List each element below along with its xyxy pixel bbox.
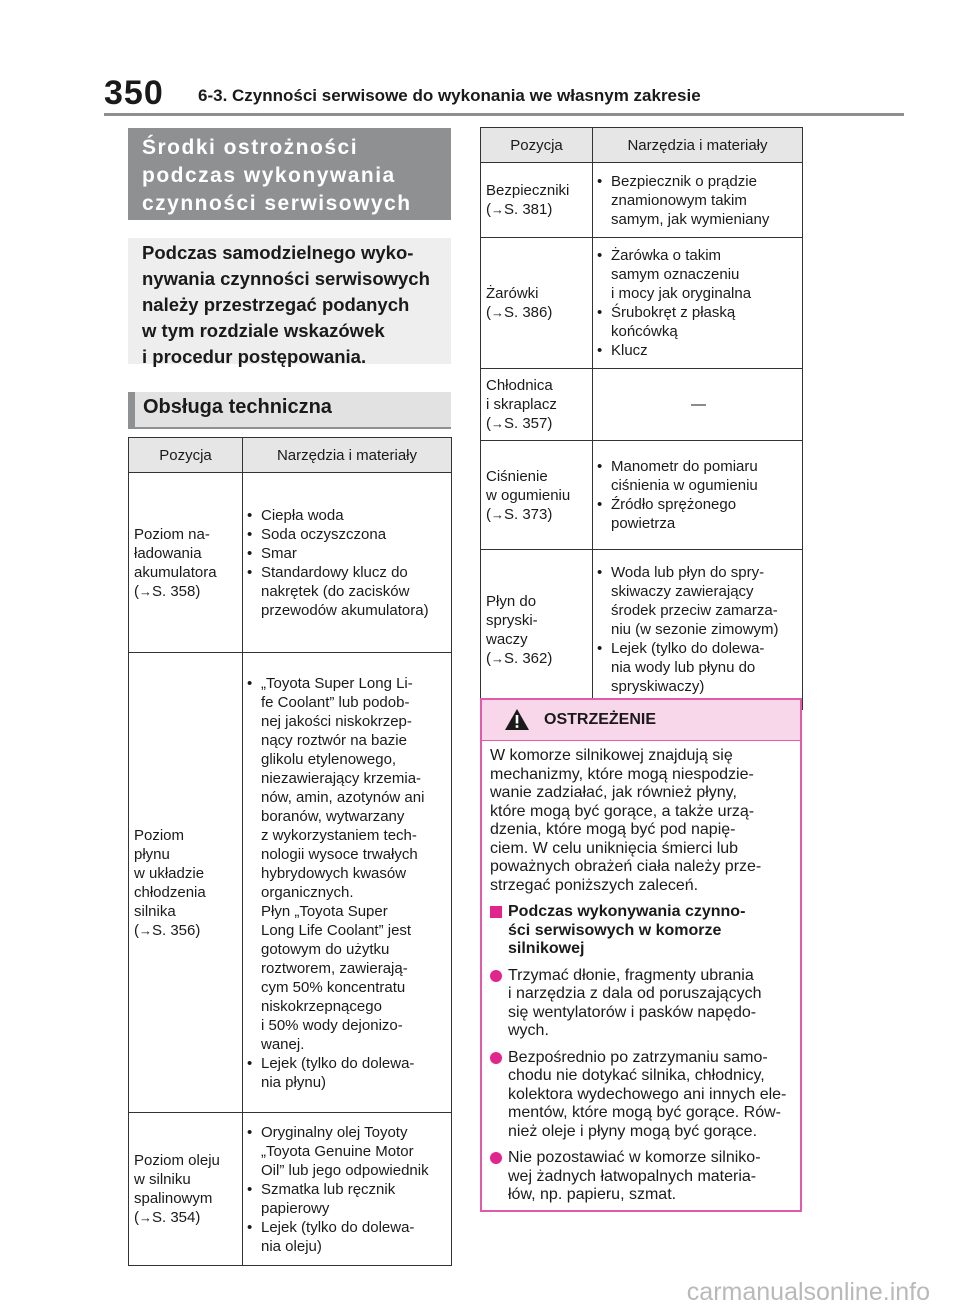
arrow-right-icon: → <box>491 650 504 666</box>
intro-line: i procedur postępowania. <box>142 346 367 367</box>
arrow-right-icon: → <box>139 583 152 599</box>
material-text: nia oleju) <box>261 1237 322 1255</box>
position-cell: Poziom płynu w układzie chłodzenia silnika (→S. 356) <box>129 653 243 1113</box>
material-text: niezawierający krzemia- <box>261 769 422 787</box>
section-title <box>128 128 451 220</box>
position-cell: Poziom oleju w silniku spalinowym (→S. 354) <box>129 1113 243 1266</box>
material-text: nów, amin, azotynów ani <box>261 788 425 806</box>
warning-item-line: mentów, które mogą być gorące. Rów- <box>508 1104 782 1121</box>
arrow-right-icon: → <box>491 305 504 320</box>
empty-dash: — <box>691 396 706 413</box>
header-divider <box>104 113 904 116</box>
warning-item-text <box>508 1049 786 1140</box>
warning-item-text <box>508 967 761 1040</box>
table-row <box>129 1113 452 1266</box>
warning-intro-line: poważnych obrażeń ciała należy prze- <box>490 858 762 875</box>
square-bullet-icon <box>490 906 502 918</box>
arrow-right-icon: → <box>491 202 504 217</box>
position-text: w ogumieniu <box>486 486 571 504</box>
material-text: samym, jak wymieniany <box>611 210 770 228</box>
material-text: Szmatka lub ręcznik <box>261 1180 396 1198</box>
table-row <box>129 473 452 653</box>
position-text: silnika <box>134 902 176 920</box>
material-text: niskokrzepnącego <box>261 997 382 1015</box>
material-text: samym oznaczeniu <box>611 266 740 283</box>
warning-subhead <box>490 903 792 959</box>
material-text: spryskiwaczy) <box>611 678 705 695</box>
warning-body <box>482 741 800 1205</box>
material-text: Źródło sprężonego <box>611 496 737 513</box>
arrow-right-icon: → <box>139 922 152 938</box>
warning-item-line: Nie pozostawiać w komorze silniko- <box>508 1149 761 1166</box>
maintenance-table-right <box>480 127 803 710</box>
material-text: Śrubokręt z płaską <box>611 304 736 321</box>
list-item <box>247 674 449 1054</box>
position-text: płynu <box>134 845 170 863</box>
intro-line: nywania czynności serwisowych <box>142 268 430 289</box>
section-title-line: podczas wykonywania <box>142 164 396 187</box>
material-text: Smar <box>261 544 297 562</box>
material-text: Lejek (tylko do dolewa- <box>261 1054 415 1072</box>
material-text: Klucz <box>611 342 648 359</box>
list-item <box>597 172 800 229</box>
materials-cell <box>593 550 803 710</box>
material-text: Płyn „Toyota Super <box>261 902 388 920</box>
table-row <box>481 550 803 710</box>
materials-cell <box>593 163 803 238</box>
list-item <box>597 495 800 533</box>
page-reference: S. 381 <box>504 201 548 218</box>
list-item <box>247 525 449 544</box>
position-text: Poziom na- <box>134 525 210 543</box>
page-reference: S. 362 <box>504 649 548 667</box>
warning-item-line: Trzymać dłonie, fragmenty ubrania <box>508 966 754 984</box>
position-text: Poziom oleju <box>134 1152 220 1169</box>
warning-intro-line: wanie zadziałać, jak również płyny, <box>490 784 737 801</box>
list-item <box>597 341 800 360</box>
materials-list <box>597 563 800 696</box>
warning-intro-line: dzenia, które mogą być pod napię- <box>490 821 736 838</box>
material-text: organicznych. <box>261 883 354 901</box>
material-text: nia płynu) <box>261 1073 327 1091</box>
warning-item-line: się wentylatorów i pasków napędo- <box>508 1003 757 1021</box>
table-row <box>481 163 803 238</box>
position-text: spalinowym <box>134 1190 213 1207</box>
material-text: glikolu etylenowego, <box>261 750 397 768</box>
position-cell: Poziom na- ładowania akumulatora (→S. 358) <box>129 473 243 653</box>
intro-text <box>128 238 451 367</box>
col-position-header: Pozycja <box>481 128 593 163</box>
position-cell: Bezpieczniki (→S. 381) <box>481 163 593 238</box>
material-text: ciśnienia w ogumieniu <box>611 477 758 494</box>
material-text: Lejek (tylko do dolewa- <box>261 1218 415 1236</box>
warning-header <box>482 700 800 741</box>
material-text: środek przeciw zamarza- <box>611 602 778 619</box>
material-text: Oryginalny olej Toyoty <box>261 1123 408 1141</box>
material-text: i 50% wody dejonizo- <box>261 1016 403 1034</box>
material-text: roztworem, zawierają- <box>261 959 408 977</box>
material-text: z wykorzystaniem tech- <box>261 826 417 844</box>
material-text: Bezpiecznik o prądzie <box>611 172 757 190</box>
materials-cell <box>593 238 803 369</box>
warning-subhead-line: silnikowej <box>508 940 585 957</box>
list-item <box>597 563 800 639</box>
material-text: i mocy jak oryginalna <box>611 285 752 302</box>
list-item <box>247 1218 449 1256</box>
material-text: powietrza <box>611 515 676 532</box>
warning-title: OSTRZEŻENIE <box>544 711 657 728</box>
position-text: Bezpieczniki <box>486 182 570 199</box>
warning-item-line: i narzędzia z dala od poruszających <box>508 985 762 1002</box>
position-text: Płyn do <box>486 592 537 610</box>
page-reference: S. 358 <box>152 582 196 600</box>
position-cell: Żarówki (→S. 386) <box>481 238 593 369</box>
subheading-divider <box>128 427 451 429</box>
warning-intro <box>490 747 792 895</box>
materials-cell <box>243 473 452 653</box>
warning-intro-line: W komorze silnikowej znajdują się <box>490 747 733 764</box>
arrow-right-icon: → <box>491 506 504 522</box>
material-text: nologii wysoce trwałych <box>261 845 418 863</box>
warning-box <box>480 698 802 1212</box>
position-text: waczy <box>486 630 528 648</box>
table-row <box>481 238 803 369</box>
material-text: wanej. <box>261 1035 305 1053</box>
list-item <box>597 303 800 341</box>
page-reference: S. 356 <box>152 921 196 939</box>
col-position-header: Pozycja <box>129 438 243 473</box>
materials-list <box>597 246 800 360</box>
maintenance-table-left <box>128 437 452 1266</box>
circle-bullet-icon <box>490 1052 502 1064</box>
table-row <box>129 653 452 1113</box>
position-text: akumulatora <box>134 563 217 581</box>
position-cell: Chłodnica i skraplacz (→S. 357) <box>481 369 593 441</box>
table-row <box>481 441 803 550</box>
watermark: carmanualsonline.info <box>686 1278 930 1306</box>
page-number: 350 <box>104 74 164 112</box>
arrow-right-icon: → <box>491 416 504 431</box>
material-text: Oil” lub jego odpowiednik <box>261 1161 429 1179</box>
page-reference: S. 357 <box>504 415 548 432</box>
material-text: przewodów akumulatora) <box>261 601 429 619</box>
materials-list <box>597 172 800 229</box>
position-text: w silniku <box>134 1171 191 1188</box>
warning-intro-line: strzegać poniższych zaleceń. <box>490 876 699 894</box>
material-text: Woda lub płyn do spry- <box>611 564 765 581</box>
material-text: nący roztwór na bazie <box>261 731 407 749</box>
warning-item-line: kolektora wydechowego ani innych ele- <box>508 1085 787 1103</box>
intro-line: w tym rozdziale wskazówek <box>142 320 385 341</box>
warning-intro-line: ciem. W celu uniknięcia śmierci lub <box>490 839 739 857</box>
material-text: Long Life Coolant” jest <box>261 921 412 939</box>
material-text: Żarówka o takim <box>611 247 722 264</box>
material-text: papierowy <box>261 1199 330 1217</box>
materials-list <box>597 457 800 533</box>
warning-item-line: Bezpośrednio po zatrzymaniu samo- <box>508 1048 768 1066</box>
material-text: Ciepła woda <box>261 506 344 524</box>
position-cell: Ciśnienie w ogumieniu (→S. 373) <box>481 441 593 550</box>
position-text: spryski- <box>486 611 538 629</box>
warning-item-line: chodu nie dotykać silnika, chłodnicy, <box>508 1067 765 1084</box>
material-text: fe Coolant” lub podob- <box>261 693 410 711</box>
material-text: Soda oczyszczona <box>261 525 387 543</box>
material-text: Standardowy klucz do <box>261 563 408 581</box>
position-cell: Płyn do spryski- waczy (→S. 362) <box>481 550 593 710</box>
warning-subhead-line: ści serwisowych w komorze <box>508 921 722 939</box>
warning-subhead-line: Podczas wykonywania czynno- <box>508 903 746 920</box>
section-title-line: czynności serwisowych <box>142 192 412 215</box>
page-header <box>0 0 960 120</box>
position-text: Ciśnienie <box>486 467 548 485</box>
list-item <box>247 563 449 620</box>
material-text: znamionowym takim <box>611 191 747 209</box>
materials-cell <box>593 369 803 441</box>
warning-item <box>490 1049 792 1142</box>
list-item <box>597 457 800 495</box>
circle-bullet-icon <box>490 1152 502 1164</box>
list-item <box>247 1180 449 1218</box>
warning-item <box>490 1149 792 1205</box>
warning-item-line: wych. <box>508 1022 549 1039</box>
material-text: Manometr do pomiaru <box>611 458 758 475</box>
warning-item-line: nież oleje i płyny mogą być gorące. <box>508 1122 758 1140</box>
position-text: Poziom <box>134 826 185 844</box>
material-text: hybrydowych kwasów <box>261 864 407 882</box>
table-row <box>481 369 803 441</box>
position-text: Żarówki <box>486 285 539 302</box>
material-text: boranów, wytwarzany <box>261 807 405 825</box>
materials-list <box>247 506 449 620</box>
list-item <box>247 544 449 563</box>
material-text: końcówką <box>611 323 678 340</box>
list-item <box>597 246 800 303</box>
chapter-title: 6-3. Czynności serwisowe do wykonania we własnym zakresie <box>198 86 701 105</box>
material-text: „Toyota Super Long Li- <box>261 674 413 692</box>
materials-cell <box>593 441 803 550</box>
material-text: cym 50% koncentratu <box>261 978 406 996</box>
materials-list <box>247 1123 449 1256</box>
subheading: Obsługa techniczna <box>128 392 451 427</box>
list-item <box>247 506 449 525</box>
page-reference: S. 354 <box>152 1209 196 1226</box>
col-materials-header: Narzędzia i materiały <box>243 438 452 473</box>
material-text: nakrętek (do zacisków <box>261 582 410 600</box>
material-text: nej jakości niskokrzep- <box>261 712 412 730</box>
intro-line: Podczas samodzielnego wyko- <box>142 242 414 263</box>
position-text: chłodzenia <box>134 883 206 901</box>
material-text: niu (w sezonie zimowym) <box>611 621 779 638</box>
page-reference: S. 373 <box>504 505 548 523</box>
warning-item-line: wej żadnych łatwopalnych materia- <box>508 1167 757 1185</box>
list-item <box>597 639 800 696</box>
col-materials-header: Narzędzia i materiały <box>593 128 803 163</box>
material-text: Lejek (tylko do dolewa- <box>611 640 765 657</box>
material-text: skiwaczy zawierający <box>611 583 754 600</box>
position-text: Chłodnica <box>486 377 553 394</box>
page-reference: S. 386 <box>504 304 548 321</box>
intro-line: należy przestrzegać podanych <box>142 294 410 315</box>
warning-intro-line: które mogą być gorące, a także urzą- <box>490 802 755 820</box>
list-item <box>247 1123 449 1180</box>
section-title-line: Środki ostrożności <box>142 136 359 159</box>
list-item <box>247 1054 449 1092</box>
warning-item-text <box>508 1149 761 1203</box>
position-text: i skraplacz <box>486 396 557 413</box>
materials-cell <box>243 653 452 1113</box>
material-text: nia wody lub płynu do <box>611 659 756 676</box>
arrow-right-icon: → <box>139 1210 152 1225</box>
material-text: gotowym do użytku <box>261 940 390 958</box>
circle-bullet-icon <box>490 970 502 982</box>
warning-item <box>490 967 792 1041</box>
material-text: „Toyota Genuine Motor <box>261 1142 414 1160</box>
position-text: w układzie <box>134 864 205 882</box>
warning-item-line: łów, np. papieru, szmat. <box>508 1186 677 1203</box>
materials-list <box>247 674 449 1092</box>
position-text: ładowania <box>134 544 202 562</box>
warning-triangle-icon <box>504 708 530 731</box>
warning-intro-line: mechanizmy, które mogą niespodzie- <box>490 765 754 783</box>
materials-cell <box>243 1113 452 1266</box>
